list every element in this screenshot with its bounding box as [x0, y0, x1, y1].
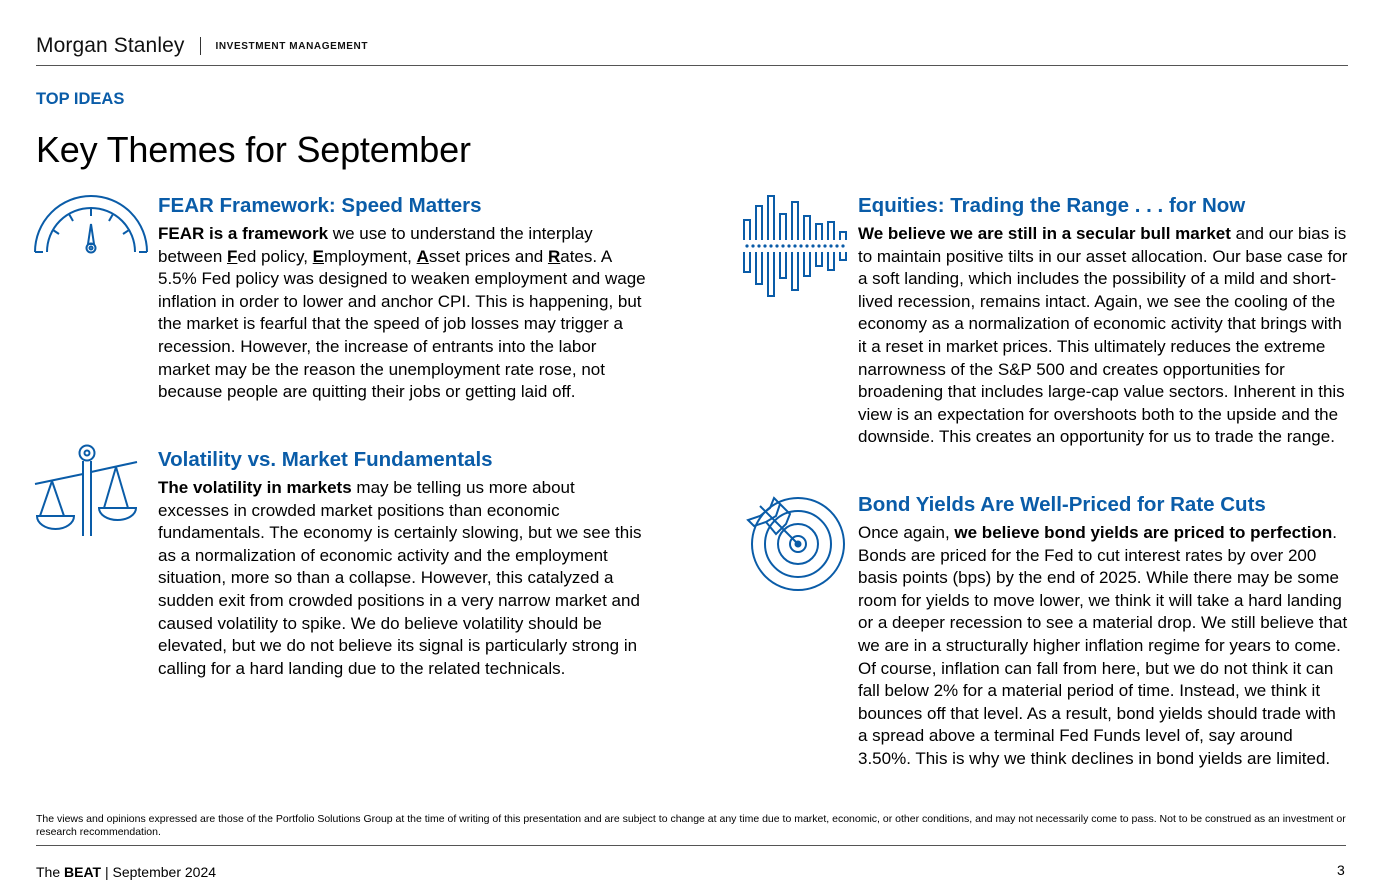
fear-text-5: ates. A 5.5% Fed policy was designed to weaken employment and wage inflation in order to lower and anchor CPI. This is happening, but the market is fearful that the speed of job losses may trigger a recession. However, the increase of entrants into the labor market may be the reason the unemployment rate rose, not because people are quitting their jobs or getting laid off. [158, 246, 646, 402]
fear-letter-e: E [312, 246, 325, 266]
header-divider [200, 37, 201, 55]
fear-letter-r: R [547, 246, 561, 266]
bond-yields-body: . Bonds are priced for the Fed to cut interest rates by over 200 basis points (bps) by the end of 2025. While there may be some room for yields to move lower, we think it will take a hard landing or a deeper recession to see a material drop. We still believe that we are in a structurally higher inflation regime for years to come. Of course, inflation can fall from here, but we do not think it can fall below 2% for a material period of time. Instead, we think it bounces off that level. As a result, bond yields should trade with a spread above a terminal Fed Funds level of, say around 3.50%. This is why we think declines in bond yields are limited. [858, 523, 1348, 768]
brand-logo: Morgan Stanley [36, 34, 185, 57]
fear-framework-heading: FEAR Framework: Speed Matters [158, 194, 482, 217]
fear-text-4: sset prices and [428, 246, 548, 266]
bond-yields-pre: Once again, [858, 523, 955, 542]
target-arrow-icon [744, 490, 848, 594]
division-label: INVESTMENT MANAGEMENT [215, 40, 369, 52]
bond-yields-heading: Bond Yields Are Well-Priced for Rate Cuts [858, 493, 1266, 516]
volatility-text [158, 477, 648, 680]
bond-yields-lead: we believe bond yields are priced to perfection [954, 523, 1333, 542]
balance-scale-icon [34, 444, 140, 539]
page-title: Key Themes for September [36, 129, 471, 170]
bond-yields-section [858, 493, 1348, 771]
volatility-body: may be telling us more about excesses in crowded market positions than economic fundamentals. The economy is certainly slowing, but we see this as a normalization of economic activity and the employment situation, more so than a collapse. However, this catalyzed a sudden exit from crowded positions in a very narrow market and caused volatility to spike. We do believe volatility should be elevated, but we do not believe its signal is particularly strong in calling for a hard landing due to the related technicals. [158, 478, 642, 678]
fear-text-3: mployment, [324, 246, 417, 266]
equities-section [858, 194, 1348, 449]
bottom-rule [36, 845, 1346, 846]
footer-pre: The [36, 864, 65, 880]
volatility-heading: Volatility vs. Market Fundamentals [158, 448, 493, 471]
equities-lead: We believe we are still in a secular bull market [858, 224, 1231, 243]
header [36, 34, 368, 58]
disclaimer-text: The views and opinions expressed are those of the Portfolio Solutions Group at the time of writing of this presentation and are subject to change at any time due to market, economic, or other conditions, and may not necessarily come to pass. Not to be construed as an investment or research recommendation. [36, 813, 1346, 838]
footer-beat: BEAT [64, 864, 102, 880]
fear-lead: FEAR is a framework [158, 224, 329, 243]
fear-letter-a: A [416, 246, 429, 266]
fear-framework-text [158, 223, 648, 404]
section-kicker: TOP IDEAS [36, 90, 125, 108]
fear-text-2: ed policy, [237, 246, 313, 266]
speedometer-icon [32, 194, 150, 258]
page-number: 3 [1337, 862, 1345, 878]
fear-letter-f: F [227, 246, 238, 266]
range-bars-icon [740, 192, 850, 302]
equities-body: and our bias is to maintain positive tilts in our asset allocation. Our base case for a soft landing, which includes the possibility of a mild and short-lived recession, remains intact. Again, we see the cooling of the economy as a normalization of economic activity that brings with it a reset in market prices. This ultimately reduces the extreme narrowness of the S&P 500 and creates opportunities for broadening that includes large-cap value sectors. Inherent in this view is an expectation for overshoots both to the upside and the downside. This creates an opportunity for us to trade the range. [858, 224, 1348, 447]
equities-text [858, 223, 1348, 449]
equities-heading: Equities: Trading the Range . . . for Now [858, 194, 1246, 217]
fear-framework-section [158, 194, 648, 404]
volatility-lead: The volatility in markets [158, 478, 352, 497]
fear-text-1: we use to understand the interplay between [158, 224, 593, 266]
footer-publication [36, 864, 216, 880]
footer-date: | September 2024 [101, 864, 217, 880]
volatility-section [158, 448, 648, 680]
top-rule [36, 65, 1348, 66]
bond-yields-text [858, 522, 1348, 771]
